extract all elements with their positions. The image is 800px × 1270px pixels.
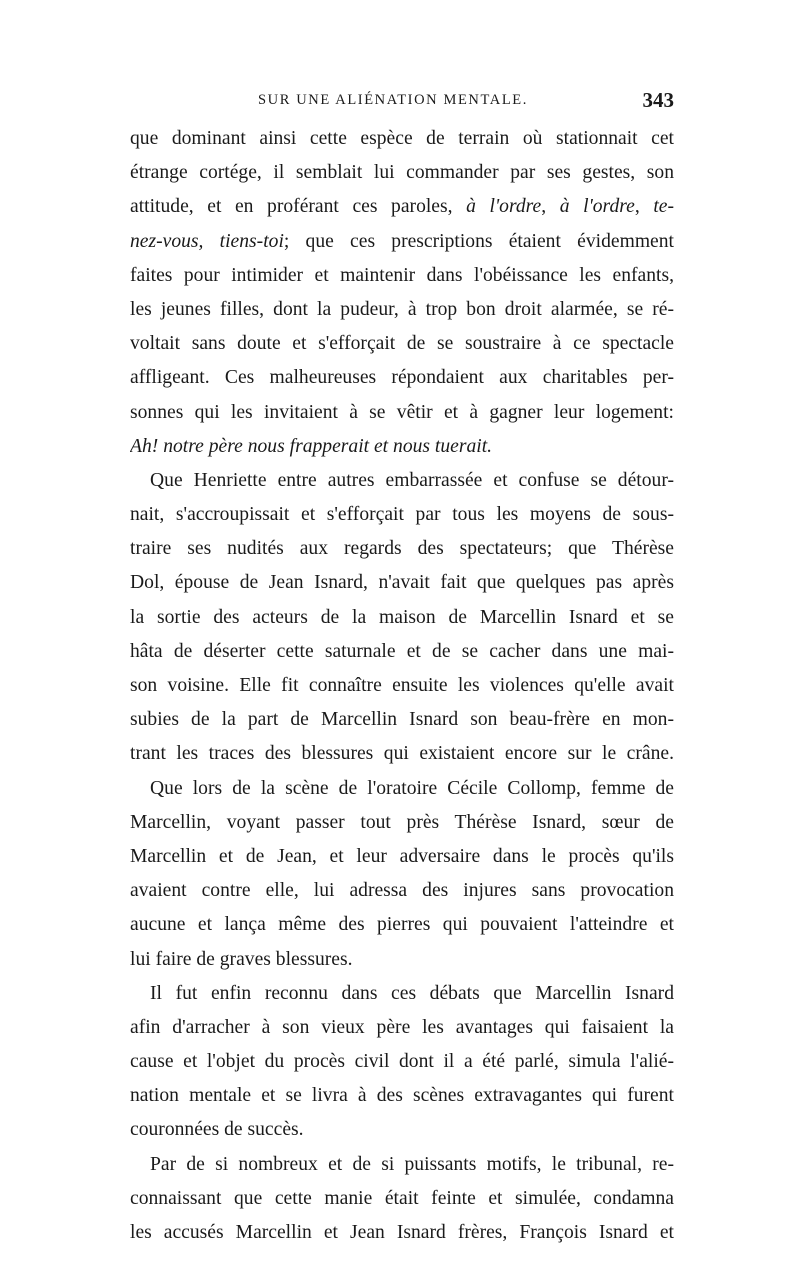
text-line (130, 1045, 674, 1079)
text-segment: subies de la part de Marcellin Isnard son beau-frère en mon- (130, 709, 674, 731)
text-line (130, 806, 674, 840)
text-line (130, 669, 674, 703)
text-segment: connaissant que cette manie était feinte et simulée, condamna (130, 1187, 674, 1209)
text-segment: nation mentale et se livra à des scènes extravagantes qui furent (130, 1085, 674, 1107)
text-segment: Il fut enfin reconnu dans ces débats que Marcellin Isnard (150, 982, 674, 1004)
body-text (130, 122, 674, 1250)
text-segment: Par de si nombreux et de si puissants motifs, le tribunal, re- (150, 1153, 674, 1175)
text-line (130, 1182, 674, 1216)
text-line (130, 122, 674, 156)
text-line (130, 396, 674, 430)
text-line (130, 430, 674, 464)
running-head (130, 88, 674, 122)
page-number: 343 (642, 88, 674, 112)
text-line (130, 703, 674, 737)
text-line (130, 737, 674, 771)
text-line (130, 1011, 674, 1045)
text-line (130, 1148, 674, 1182)
text-line (130, 943, 674, 977)
text-segment: aucune et lança même des pierres qui pouvaient l'atteindre et (130, 914, 674, 936)
text-segment: Marcellin, voyant passer tout près Thérèse Isnard, sœur de (130, 811, 674, 833)
text-segment: hâta de déserter cette saturnale et de se cacher dans une mai- (130, 640, 674, 662)
text-line (130, 532, 674, 566)
text-line (130, 225, 674, 259)
text-segment: voltait sans doute et s'efforçait de se soustraire à ce spectacle (130, 333, 674, 355)
text-segment: sonnes qui les invitaient à se vêtir et à gagner leur logement: (130, 401, 674, 423)
text-segment: affligeant. Ces malheureuses répondaient aux charitables per- (130, 367, 674, 389)
text-segment: les jeunes filles, dont la pudeur, à trop bon droit alarmée, se ré- (130, 298, 674, 320)
text-line (130, 1216, 674, 1250)
text-segment: traire ses nudités aux regards des spectateurs; que Thérèse (130, 538, 674, 560)
text-line (130, 908, 674, 942)
text-segment: Marcellin et de Jean, et leur adversaire dans le procès qu'ils (130, 845, 674, 867)
italic-text: nez-vous, tiens-toi (130, 230, 284, 252)
text-line (130, 498, 674, 532)
text-segment: faites pour intimider et maintenir dans l'obéissance les enfants, (130, 264, 674, 286)
text-segment: lui faire de graves blessures. (130, 948, 353, 970)
book-page (130, 88, 674, 1250)
text-line (130, 259, 674, 293)
text-segment: Que Henriette entre autres embarrassée et confuse se détour- (150, 469, 674, 491)
text-line (130, 1113, 674, 1147)
text-segment: attitude, et en proférant ces paroles, (130, 196, 467, 218)
text-line (130, 293, 674, 327)
text-line (130, 635, 674, 669)
text-segment: Que lors de la scène de l'oratoire Cécile Collomp, femme de (150, 777, 674, 799)
text-segment: afin d'arracher à son vieux père les avantages qui faisaient la (130, 1016, 674, 1038)
text-segment: , (541, 196, 560, 218)
text-line (130, 772, 674, 806)
text-segment: Dol, épouse de Jean Isnard, n'avait fait que quelques pas après (130, 572, 674, 594)
text-line (130, 190, 674, 224)
text-line (130, 874, 674, 908)
text-line (130, 840, 674, 874)
text-segment: ; que ces prescriptions étaient évidemment (283, 230, 674, 252)
text-segment: les accusés Marcellin et Jean Isnard frères, François Isnard et (130, 1222, 674, 1243)
text-segment: étrange cortége, il semblait lui commander par ses gestes, son (130, 162, 674, 184)
italic-text: te- (653, 196, 674, 218)
text-line (130, 327, 674, 361)
text-line (130, 156, 674, 190)
italic-text: Ah! notre père nous frapperait et nous tuerait. (130, 435, 493, 457)
text-segment: la sortie des acteurs de la maison de Marcellin Isnard et se (130, 606, 674, 628)
italic-text: à l'ordre (559, 196, 635, 218)
italic-text: à l'ordre (466, 196, 542, 218)
text-line (130, 601, 674, 635)
text-segment: son voisine. Elle fit connaître ensuite les violences qu'elle avait (130, 675, 674, 696)
text-segment: , (634, 196, 654, 218)
text-line (130, 361, 674, 395)
text-line (130, 566, 674, 600)
text-segment: nait, s'accroupissait et s'efforçait par tous les moyens de sous- (130, 504, 674, 526)
text-segment: cause et l'objet du procès civil dont il a été parlé, simula l'alié- (130, 1051, 674, 1073)
running-head-title: SUR UNE ALIÉNATION MENTALE. (258, 92, 528, 108)
text-line (130, 464, 674, 498)
text-segment: trant les traces des blessures qui existaient encore sur le crâne. (130, 743, 674, 765)
text-segment: que dominant ainsi cette espèce de terrain où stationnait cet (130, 128, 674, 149)
text-segment: avaient contre elle, lui adressa des injures sans provocation (130, 880, 674, 902)
text-line (130, 977, 674, 1011)
text-line (130, 1079, 674, 1113)
text-segment: couronnées de succès. (130, 1119, 304, 1141)
